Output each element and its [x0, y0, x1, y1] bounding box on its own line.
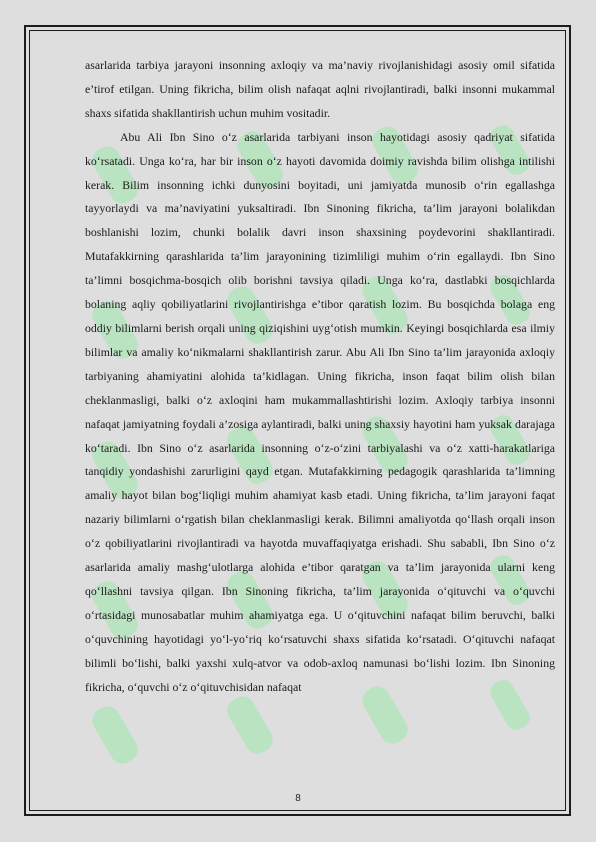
paragraph-1: asarlarida tarbiya jarayoni insonning axloqiy va ma’naviy rivojlanishidagi asosiy omil sifatida e’tirof etilgan. Uning fikricha, bilim olish nafaqat aqlni rivojlantiradi, balki insonni mukammal shaxs sifatida shakllantirish uchun muhim vositadir.	[85, 58, 555, 120]
body-text	[85, 54, 555, 699]
page-number: 8	[295, 793, 301, 804]
paragraph-2: Abu Ali Ibn Sino o‘z asarlarida tarbiyani inson hayotidagi asosiy qadriyat sifatida ko‘rsatadi. Unga ko‘ra, har bir inson o‘z hayoti davomida doimiy ravishda bilim olishga intilishi kerak. Bilim insonning ichki dunyosini boyitadi, uni jamiyatda munosib o‘rin egallashga tayyorlaydi va ma’naviyatini yuksaltiradi. Ibn Sinoning fikricha, ta’lim jarayoni bolalikdan boshlanishi lozim, chunki bolalik davri inson shaxsining poydevorini shakllantiradi. Mutafakkirning qarashlarida ta’lim jarayonining tizimliligi muhim o‘rin egallaydi. Ibn Sino ta’limni bosqichma-bosqich olib borishni tavsiya qiladi. Unga ko‘ra, dastlabki bosqichlarda bolaning aqliy qobiliyatlarini rivojlantirishga e’tibor qaratish lozim. Bu bosqichda bolaga eng oddiy bilimlarni berish orqali uning qiziqishini uyg‘otish mumkin. Keyingi bosqichlarda esa ilmiy bilimlar va amaliy ko‘nikmalarni shakllantirish zarur. Abu Ali Ibn Sino ta’lim jarayonida axloqiy tarbiyaning ahamiyatini alohida ta’kidlagan. Uning fikricha, inson faqat bilim olish bilan cheklanmasligi, balki o‘z axloqini ham mukammallashtirishi lozim. Axloqiy tarbiya insonni nafaqat jamiyatning foydali a’zosiga aylantiradi, balki uning shaxsiy hayotini ham yuksak darajaga ko‘taradi. Ibn Sino o‘z asarlarida insonning o‘z-o‘zini tarbiyalashi va o‘z xatti-harakatlariga tanqidiy yondashishi zarurligini qayd etgan. Mutafakkirning pedagogik qarashlarida ta’limning amaliy hayot bilan bog‘liqligi muhim ahamiyat kasb etadi. Uning fikricha, ta’lim jarayoni faqat nazariy bilimlarni o‘rgatish bilan cheklanmasligi kerak. Bilimni amaliyotda qo‘llash orqali inson o‘z qobiliyatlarini rivojlantiradi va hayotda muvaffaqiyatga erishadi. Shu sababli, Ibn Sino o‘z asarlarida amaliy mashg‘ulotlarga alohida e’tibor qaratgan va ta’lim jarayonida ularni keng qo‘llashni tavsiya qilgan. Ibn Sinoning fikricha, ta’lim jarayonida o‘qituvchi va o‘quvchi o‘rtasidagi munosabatlar muhim ahamiyatga ega. U o‘qituvchini nafaqat bilim beruvchi, balki o‘quvchining hayotidagi yo‘l-yo‘riq ko‘rsatuvchi shaxs sifatida ko‘rsatadi. O‘qituvchi nafaqat bilimli bo‘lishi, balki yaxshi xulq-atvor va odob-axloq namunasi bo‘lishi lozim. Ibn Sinoning fikricha, o‘quvchi o‘z o‘qituvchisidan nafaqat	[85, 129, 555, 694]
